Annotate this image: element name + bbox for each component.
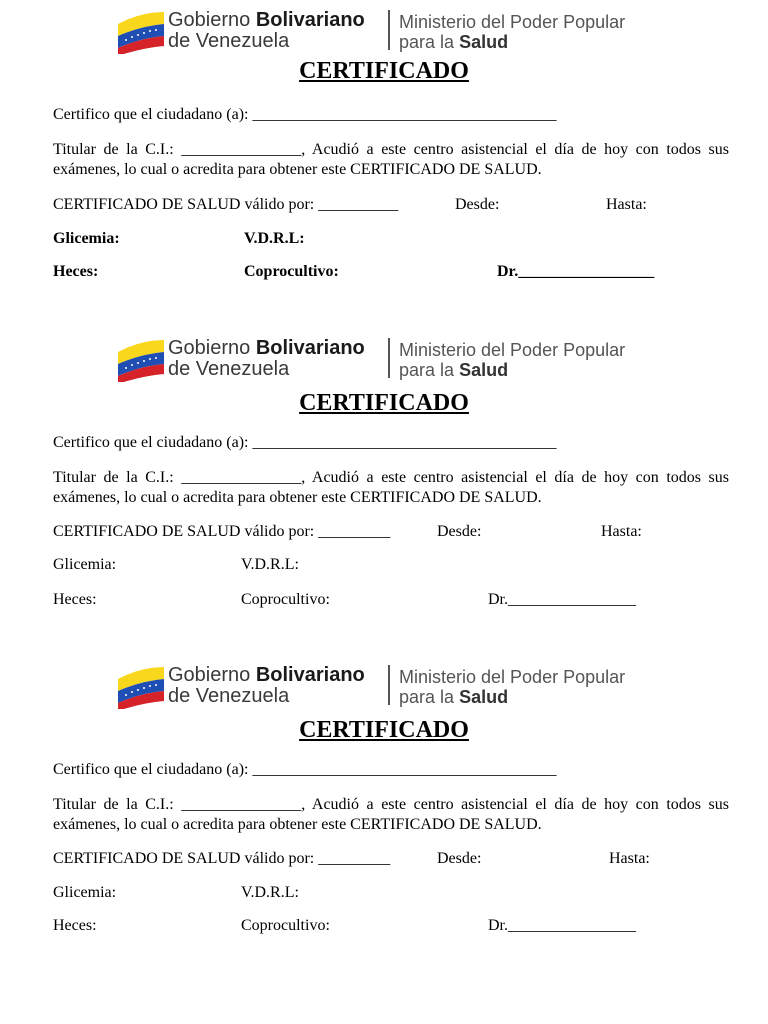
ministerio-text: Ministerio del Poder Popular para la Salud bbox=[399, 340, 626, 380]
ministerio-text: Ministerio del Poder Popular para la Salud bbox=[399, 667, 626, 707]
certificate-title: CERTIFICADO bbox=[299, 717, 469, 743]
certificate-title: CERTIFICADO bbox=[299, 390, 469, 416]
vdrl-label: V.D.R.L: bbox=[241, 556, 299, 573]
header-logo bbox=[116, 8, 676, 54]
doctor-signature-line: Dr.________________ bbox=[488, 591, 636, 608]
gobierno-text: Gobierno Bolivariano de Venezuela bbox=[168, 337, 365, 380]
doctor-signature-line: Dr.________________ bbox=[488, 917, 636, 934]
hasta-label: Hasta: bbox=[609, 850, 650, 867]
valido-line: CERTIFICADO DE SALUD válido por: __________ bbox=[53, 196, 399, 213]
gobierno-text: Gobierno Bolivariano de Venezuela bbox=[168, 664, 365, 707]
ministerio-text: Ministerio del Poder Popular para la Salud bbox=[399, 12, 626, 52]
certifico-line: Certifico que el ciudadano (a): ______________________________________ bbox=[53, 434, 557, 451]
venezuela-flag-icon bbox=[116, 10, 166, 54]
heces-label: Heces: bbox=[53, 591, 97, 608]
venezuela-flag-icon bbox=[116, 665, 166, 709]
header-logo bbox=[116, 336, 676, 382]
hasta-label: Hasta: bbox=[601, 523, 642, 540]
valido-line: CERTIFICADO DE SALUD válido por: _________ bbox=[53, 523, 391, 540]
certifico-line: Certifico que el ciudadano (a): ______________________________________ bbox=[53, 106, 557, 123]
certifico-line: Certifico que el ciudadano (a): ______________________________________ bbox=[53, 761, 557, 778]
desde-label: Desde: bbox=[437, 850, 482, 867]
titular-paragraph: Titular de la C.I.: _______________, Acudió a este centro asistencial el día de hoy con todos sus exámenes, lo cual o acredita para obtener este CERTIFICADO DE SALUD. bbox=[53, 469, 729, 506]
desde-label: Desde: bbox=[455, 196, 500, 213]
glicemia-label: Glicemia: bbox=[53, 230, 120, 247]
coprocultivo-label: Coprocultivo: bbox=[241, 591, 330, 608]
vdrl-label: V.D.R.L: bbox=[241, 884, 299, 901]
gobierno-text: Gobierno Bolivariano de Venezuela bbox=[168, 9, 365, 52]
titular-paragraph: Titular de la C.I.: _______________, Acudió a este centro asistencial el día de hoy con todos sus exámenes, lo cual o acredita para obtener este CERTIFICADO DE SALUD. bbox=[53, 796, 729, 833]
certificate-3 bbox=[0, 655, 768, 975]
coprocultivo-label: Coprocultivo: bbox=[241, 917, 330, 934]
certificate-1 bbox=[0, 0, 768, 320]
vdrl-label: V.D.R.L: bbox=[244, 230, 305, 247]
header-divider bbox=[388, 665, 390, 705]
venezuela-flag-icon bbox=[116, 338, 166, 382]
hasta-label: Hasta: bbox=[606, 196, 647, 213]
desde-label: Desde: bbox=[437, 523, 482, 540]
glicemia-label: Glicemia: bbox=[53, 884, 117, 901]
doctor-signature-line: Dr._________________ bbox=[497, 263, 655, 280]
coprocultivo-label: Coprocultivo: bbox=[244, 263, 339, 280]
heces-label: Heces: bbox=[53, 917, 97, 934]
certificate-2 bbox=[0, 328, 768, 648]
heces-label: Heces: bbox=[53, 263, 99, 280]
header-divider bbox=[388, 10, 390, 50]
certificate-title: CERTIFICADO bbox=[299, 58, 469, 84]
valido-line: CERTIFICADO DE SALUD válido por: _________ bbox=[53, 850, 391, 867]
glicemia-label: Glicemia: bbox=[53, 556, 117, 573]
titular-paragraph: Titular de la C.I.: _______________, Acudió a este centro asistencial el día de hoy con todos sus exámenes, lo cual o acredita para obtener este CERTIFICADO DE SALUD. bbox=[53, 141, 729, 178]
header-divider bbox=[388, 338, 390, 378]
header-logo bbox=[116, 663, 676, 709]
